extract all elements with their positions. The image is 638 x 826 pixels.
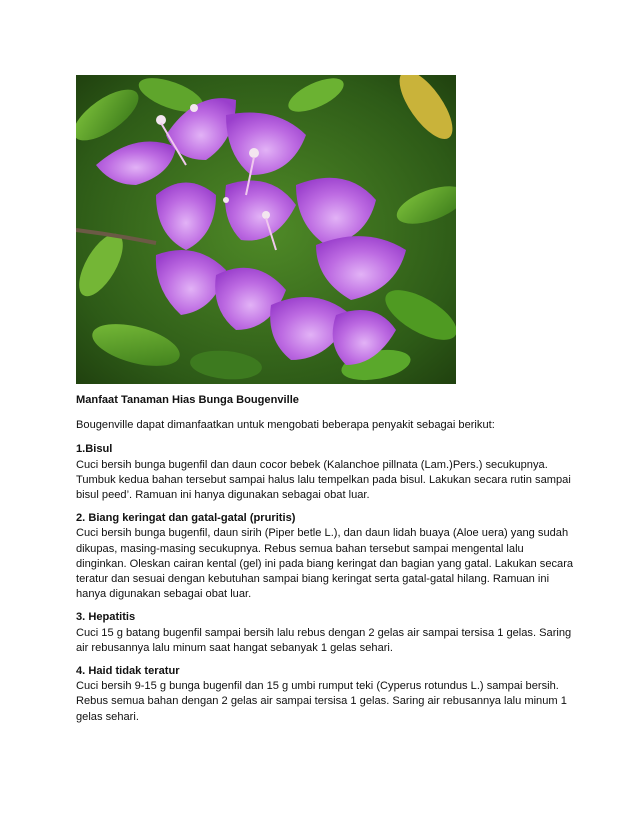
- section-heading: 1.Bisul: [76, 443, 113, 456]
- section-body: Cuci 15 g batang bugenfil sampai bersih lalu rebus dengan 2 gelas air sampai tersisa 1 gelas. Saring air rebusannya lalu minum saat hangat sebanyak 1 gelas sehari.: [76, 626, 572, 654]
- section-biang-keringat: [76, 511, 576, 602]
- section-hepatitis: [76, 610, 576, 656]
- section-heading: 3. Hepatitis: [76, 611, 136, 624]
- section-body: Cuci bersih bunga bugenfil, daun sirih (Piper betle L.), dan daun lidah buaya (Aloe uera) yang sudah dikupas, masing-masing secukupnya. Rebus semua bahan tersebut sampai mengental lalu dinginkan. Oleskan cairan kental (gel) ini pada biang keringat dan bagian yang gatal. Lakukan secara teratur dan sesuai dengan kebutuhan sampai biang keringat serta gatal-gatal hilang. Ramuan ini hanya digunakan sebagai obat luar.: [76, 527, 574, 601]
- section-bisul: [76, 442, 576, 503]
- article-intro: Bougenville dapat dimanfaatkan untuk mengobati beberapa penyakit sebagai berikut:: [76, 419, 495, 432]
- article: [76, 393, 576, 733]
- section-body: Cuci bersih 9-15 g bunga bugenfil dan 15 g umbi rumput teki (Cyperus rotundus L.) sampai bersih. Rebus semua bahan dengan 2 gelas air sampai tersisa 1 gelas. Saring air rebusannya lalu minum 1 gelas sehari.: [76, 680, 567, 723]
- bougainvillea-photo: [76, 75, 456, 384]
- section-body: Cuci bersih bunga bugenfil dan daun cocor bebek (Kalanchoe pillnata (Lam.)Pers.) secukupnya. Tumbuk kedua bahan tersebut sampai halus lalu tempelkan pada bisul. Lakukan secara rutin sampai bisul peed’. Ramuan ini hanya digunakan sebagai obat luar.: [76, 458, 571, 502]
- section-heading: 2. Biang keringat dan gatal-gatal (pruritis): [76, 512, 296, 525]
- section-heading: 4. Haid tidak teratur: [76, 665, 180, 678]
- section-haid: [76, 664, 576, 725]
- article-title: Manfaat Tanaman Hias Bunga Bougenville: [76, 394, 299, 406]
